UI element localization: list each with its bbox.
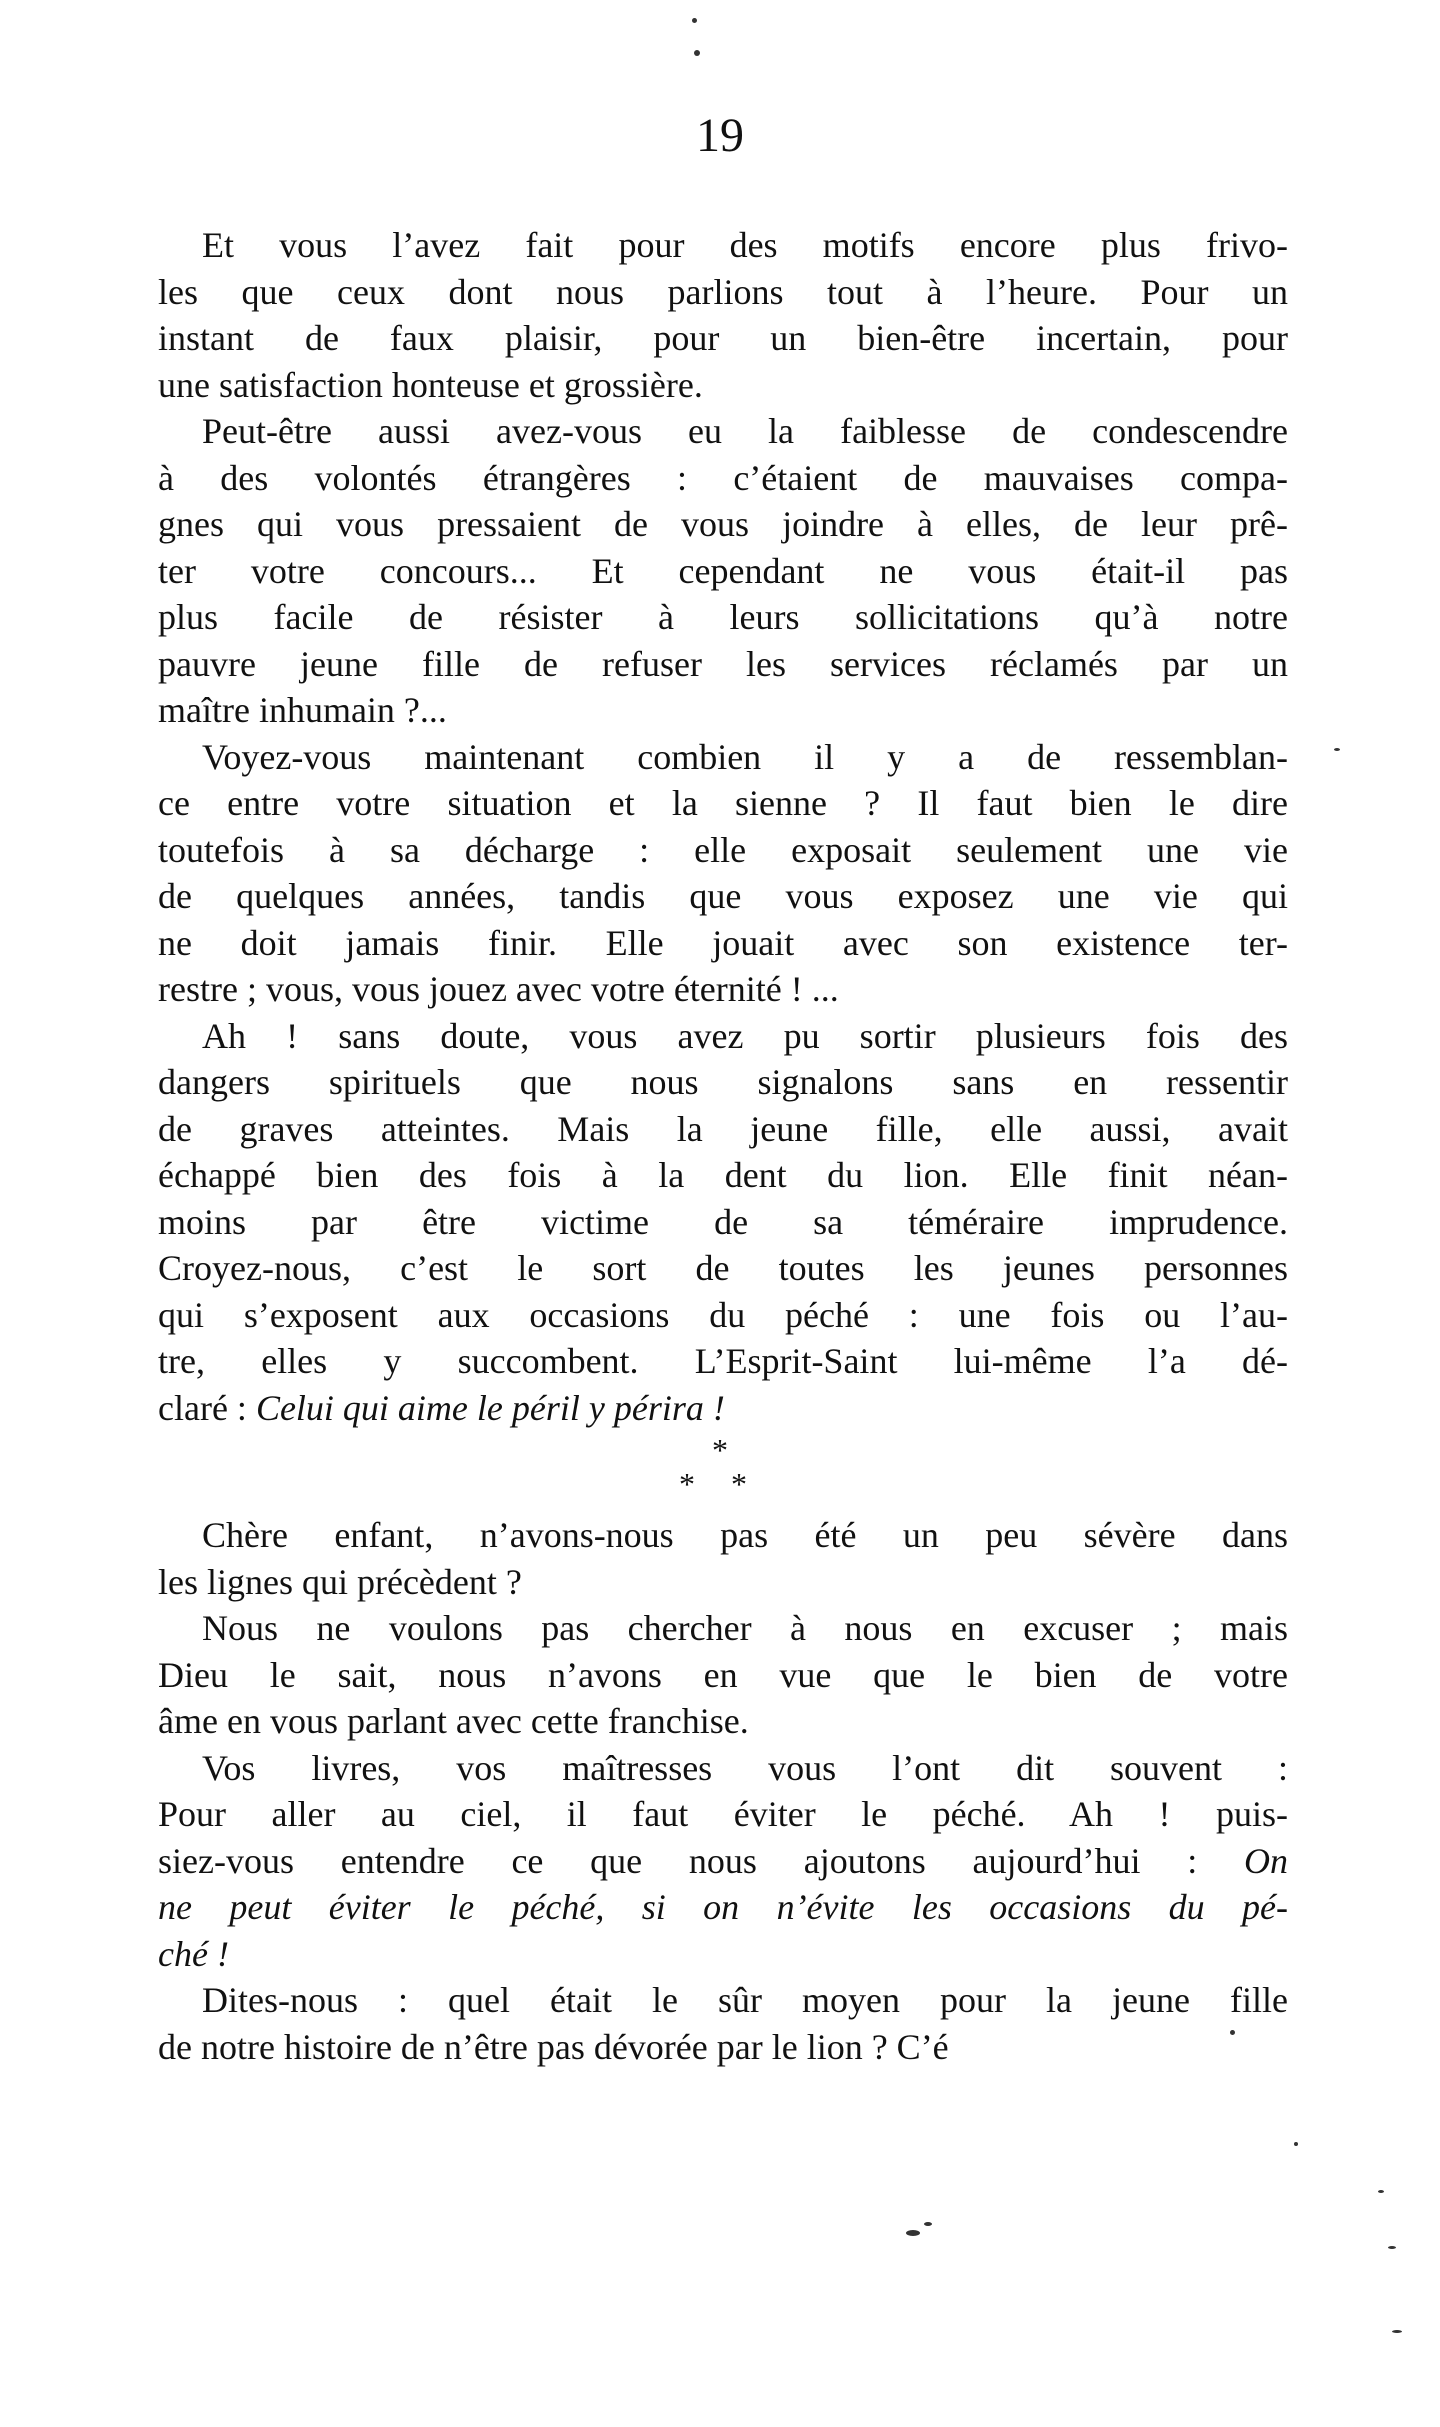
text-line: [158, 315, 1288, 362]
text-run: ter votre concours... Et cependant ne vous était-il pas: [158, 550, 1288, 591]
scan-speck: [1392, 2330, 1402, 2333]
text-line: [158, 594, 1288, 641]
text-run: dangers spirituels que nous signalons sans en ressentir: [158, 1062, 1288, 1102]
text-run: les que ceux dont nous parlions tout à l’heure. Pour un: [158, 271, 1288, 312]
text-line: [158, 1559, 1288, 1606]
scan-speck: [1294, 2142, 1298, 2146]
text-run: tre, elles y succombent. L’Esprit-Saint lui-même l’a dé-: [158, 1341, 1288, 1381]
text-line: [158, 408, 1288, 455]
text-run: maître inhumain ?...: [158, 690, 447, 730]
text-run: Voyez-vous maintenant combien il y a de ressemblan-: [202, 736, 1288, 777]
text-line: [158, 1059, 1288, 1106]
body-text-block-2: [158, 1512, 1288, 2070]
text-line: [158, 641, 1288, 688]
body-text-block-1: [158, 222, 1288, 1431]
text-line: [158, 687, 1288, 734]
text-run: ce entre votre situation et la sienne ? Il faut bien le dire: [158, 783, 1288, 823]
text-run: siez-vous entendre ce que nous ajoutons aujourd’hui :: [158, 1840, 1244, 1881]
text-line: [158, 1605, 1288, 1652]
text-line: [158, 1152, 1288, 1199]
text-line: [158, 1977, 1288, 2024]
text-run: Chère enfant, n’avons-nous pas été un peu sévère dans: [202, 1515, 1288, 1555]
text-run: à des volontés étrangères : c’étaient de mauvaises compa-: [158, 457, 1288, 498]
text-line: [158, 1791, 1288, 1838]
text-run: ne doit jamais finir. Elle jouait avec son existence ter-: [158, 922, 1288, 963]
text-run: Peut-être aussi avez-vous eu la faiblesse de condescendre: [202, 411, 1288, 451]
italic-text-run: Celui qui aime le péril y périra !: [255, 1387, 725, 1428]
text-run: claré :: [158, 1387, 256, 1428]
text-line: [158, 2024, 1288, 2071]
text-line: [158, 1245, 1288, 1292]
text-run: plus facile de résister à leurs sollicitations qu’à notre: [158, 597, 1288, 637]
scan-speck: [1388, 2246, 1396, 2249]
text-line: [158, 1838, 1288, 1885]
text-line: [158, 1698, 1288, 1745]
text-line: [158, 1931, 1288, 1978]
text-run: gnes qui vous pressaient de vous joindre à elles, de leur prê-: [158, 504, 1288, 544]
text-line: [158, 920, 1288, 967]
text-run: échappé bien des fois à la dent du lion. Elle finit néan-: [158, 1155, 1288, 1195]
text-line: [158, 362, 1288, 409]
text-run: de quelques années, tandis que vous exposez une vie qui: [158, 876, 1288, 916]
text-run: Pour aller au ciel, il faut éviter le péché. Ah ! puis-: [158, 1794, 1288, 1834]
text-run: une satisfaction honteuse et grossière.: [158, 364, 703, 405]
scan-speck: [1378, 2190, 1384, 2193]
text-line: [158, 1512, 1288, 1559]
text-line: [158, 780, 1288, 827]
text-line: [158, 1106, 1288, 1153]
text-run: âme en vous parlant avec cette franchise.: [158, 1701, 749, 1741]
text-line: [158, 548, 1288, 595]
scan-speck: [906, 2230, 920, 2236]
text-run: Nous ne voulons pas chercher à nous en excuser ; mais: [202, 1608, 1288, 1648]
text-line: [158, 222, 1288, 269]
text-line: [158, 1199, 1288, 1246]
text-line: [158, 827, 1288, 874]
text-run: qui s’exposent aux occasions du péché : une fois ou l’au-: [158, 1294, 1288, 1335]
text-line: [158, 873, 1288, 920]
text-run: Vos livres, vos maîtresses vous l’ont dit souvent :: [202, 1747, 1288, 1788]
text-run: Dites-nous : quel était le sûr moyen pour la jeune fille: [202, 1980, 1288, 2020]
text-line: [158, 269, 1288, 316]
italic-text-run: ne peut éviter le péché, si on n’évite les occasions du pé-: [158, 1887, 1288, 1927]
text-run: Ah ! sans doute, vous avez pu sortir plusieurs fois des: [202, 1015, 1288, 1056]
text-line: [158, 966, 1288, 1013]
text-run: de graves atteintes. Mais la jeune fille, elle aussi, avait: [158, 1108, 1288, 1149]
italic-text-run: On: [1244, 1840, 1288, 1881]
text-line: [158, 455, 1288, 502]
text-line: [158, 1013, 1288, 1060]
text-line: [158, 1652, 1288, 1699]
asterism-top: *: [712, 1432, 728, 1468]
text-run: Dieu le sait, nous n’avons en vue que le bien de votre: [158, 1654, 1288, 1695]
text-line: [158, 734, 1288, 781]
text-run: toutefois à sa décharge : elle exposait seulement une vie: [158, 829, 1288, 870]
text-line: [158, 1884, 1288, 1931]
scan-speck: [694, 50, 700, 56]
page-number: 19: [696, 109, 744, 162]
scan-speck: [1334, 748, 1340, 751]
text-run: les lignes qui précèdent ?: [158, 1561, 522, 1602]
text-run: instant de faux plaisir, pour un bien-être incertain, pour: [158, 318, 1288, 358]
asterism-bottom: * *: [679, 1466, 761, 1502]
text-run: Et vous l’avez fait pour des motifs encore plus frivo-: [202, 225, 1288, 265]
text-line: [158, 1385, 1288, 1432]
text-line: [158, 501, 1288, 548]
text-run: de notre histoire de n’être pas dévorée par le lion ? C’é: [158, 2026, 949, 2067]
scan-speck: [1230, 2030, 1235, 2035]
scan-speck: [692, 18, 697, 23]
text-line: [158, 1338, 1288, 1385]
text-line: [158, 1292, 1288, 1339]
scan-speck: [924, 2222, 932, 2226]
text-run: pauvre jeune fille de refuser les services réclamés par un: [158, 643, 1288, 684]
text-run: moins par être victime de sa téméraire imprudence.: [158, 1201, 1288, 1242]
text-run: restre ; vous, vous jouez avec votre éternité ! ...: [158, 969, 839, 1009]
italic-text-run: ché !: [158, 1933, 229, 1974]
text-run: Croyez-nous, c’est le sort de toutes les jeunes personnes: [158, 1248, 1288, 1288]
text-line: [158, 1745, 1288, 1792]
